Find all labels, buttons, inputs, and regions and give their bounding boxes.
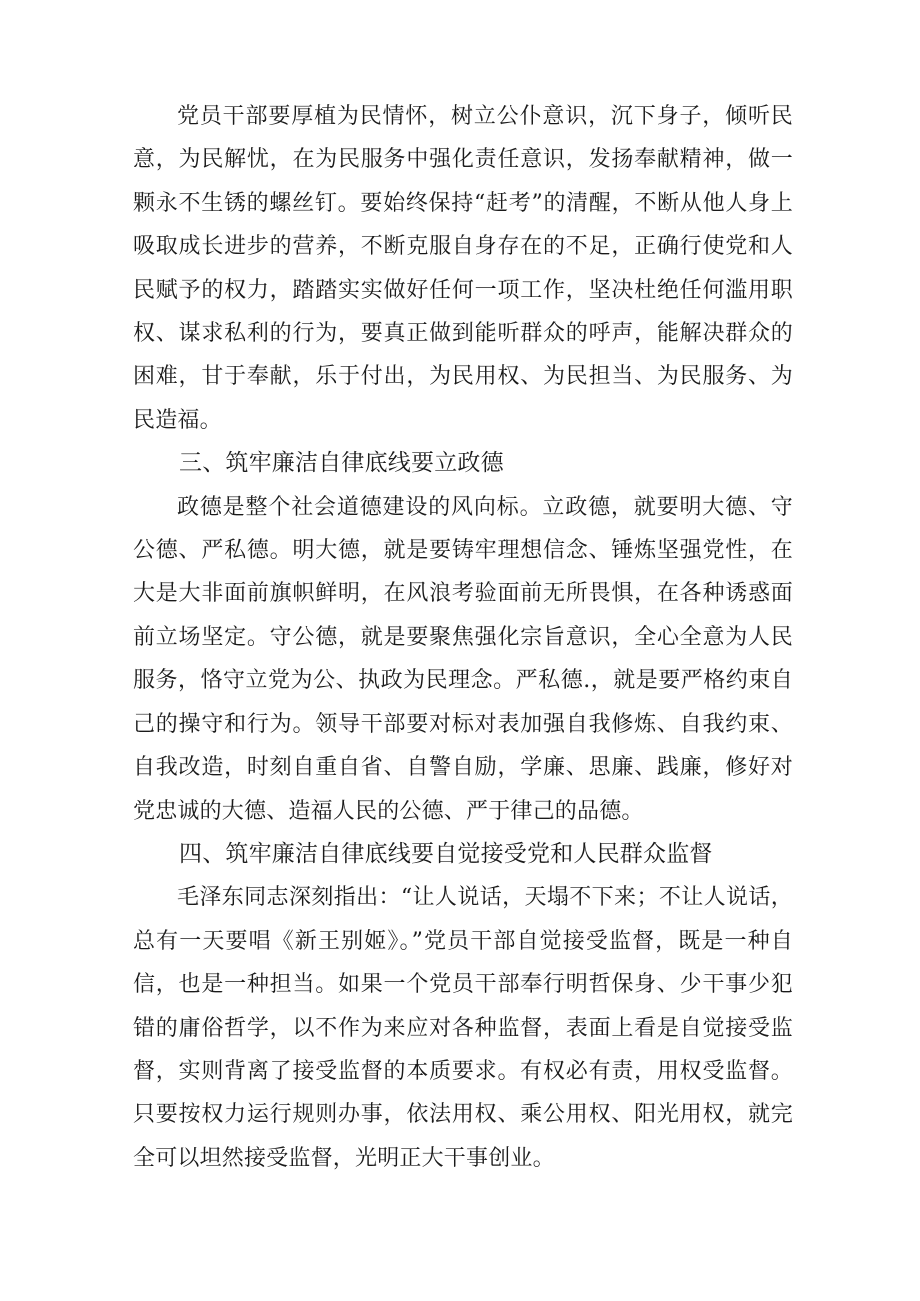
section-heading-4: 四、筑牢廉洁自律底线要自觉接受党和人民群众监督	[179, 840, 713, 867]
paragraph-supervision: 毛泽东同志深刻指出：“让人说话，天塌不下来；不让人说话，总有一天要唱《新王别姬》。”党员干部自觉接受监督，既是一种自信，也是一种担当。如果一个党员干部奉行明哲保身、少干事少犯错的庸俗哲学，以不作为来应对各种监督，表面上看是自觉接受监督，实则背离了接受监督的本质要求。有权必有责，用权受监督。只要按权力运行规则办事，依法用权、乘公用权、阳光用权，就完全可以坦然接受监督，光明正大干事创业。	[133, 885, 793, 1171]
section-heading-3: 三、筑牢廉洁自律底线要立政德	[179, 450, 504, 477]
paragraph-public-service: 党员干部要厚植为民情怀，树立公仆意识，沉下身子，倾听民意，为民解忧，在为民服务中强化责任意识，发扬奉献精神，做一颗永不生锈的螺丝钉。要始终保持“赶考”的清醒，不断从他人身上吸取成长进步的营养，不断克服自身存在的不足，正确行使党和人民赋予的权力，踏踏实实做好任何一项工作，坚决杜绝任何滥用职权、谋求私利的行为，要真正做到能听群众的呼声，能解决群众的困难，甘于奉献，乐于付出，为民用权、为民担当、为民服务、为民造福。	[133, 104, 793, 433]
document-page	[133, 95, 793, 1180]
paragraph-political-ethics: 政德是整个社会道德建设的风向标。立政德，就要明大德、守公德、严私德。明大德，就是要铸牢理想信念、锤炼坚强党性，在大是大非面前旗帜鲜明，在风浪考验面前无所畏惧，在各种诱惑面前立场坚定。守公德，就是要聚焦强化宗旨意识，全心全意为人民服务，恪守立党为公、执政为民理念。严私德.，就是要严格约束自己的操守和行为。领导干部要对标对表加强自我修炼、自我约束、自我改造，时刻自重自省、自警自励，学廉、思廉、践廉，修好对党忠诚的大德、造福人民的公德、严于律己的品德。	[133, 494, 793, 824]
